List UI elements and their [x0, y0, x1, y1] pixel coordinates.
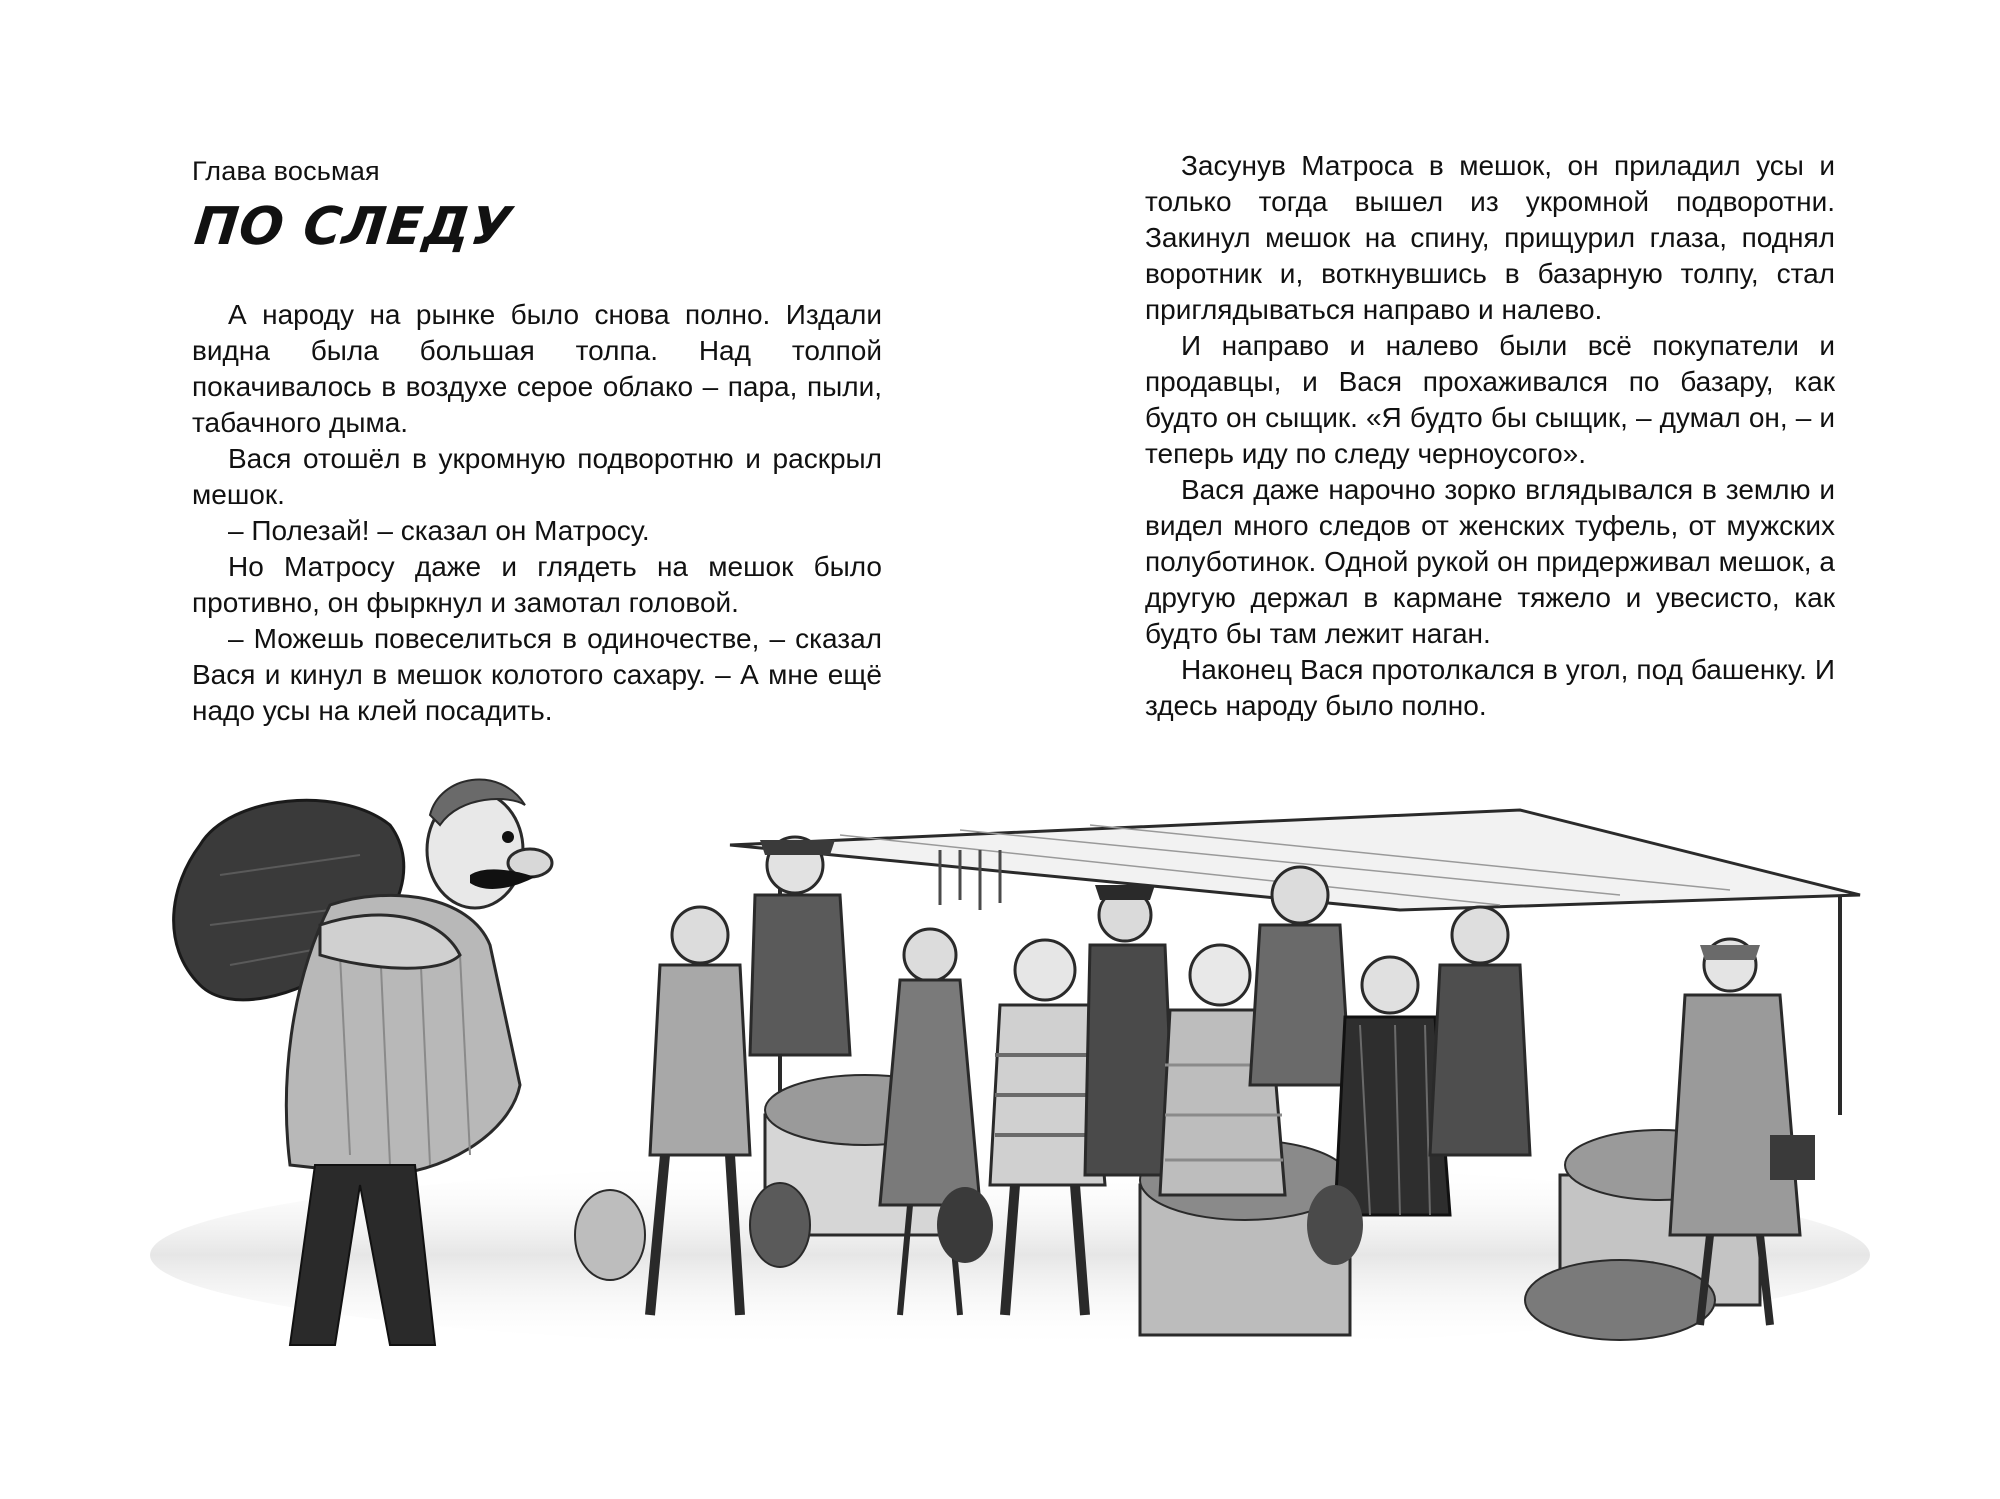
paragraph: Но Матросу даже и глядеть на мешок было противно, он фыркнул и замотал головой.: [192, 551, 882, 618]
left-text-column: [192, 148, 882, 729]
chapter-title: ПО СЛЕДУ: [191, 197, 515, 257]
crowd-person: [1085, 885, 1175, 1175]
crowd-person: [1430, 907, 1530, 1155]
crowd-person: [750, 837, 850, 1055]
paragraph: – Полезай! – сказал он Матросу.: [228, 515, 650, 546]
paragraph: – Можешь повеселиться в одиночестве, – сказал Вася и кинул в мешок колотого сахару. – А мне ещё надо усы на клей посадить.: [192, 623, 882, 726]
paragraph: Вася даже нарочно зорко вглядывался в землю и видел много следов от женских туфель, от мужских полуботинок. Одной рукой он придерживал мешок, а другую держал в кармане тяжело и увесисто, как будто бы там лежит наган.: [1145, 474, 1835, 649]
paragraph: И направо и налево были всё покупатели и продавцы, и Вася прохаживался по базару, как будто он сыщик. «Я будто бы сыщик, – думал он, – и теперь иду по следу черноусого».: [1145, 330, 1835, 469]
chapter-label: Глава восьмая: [192, 156, 380, 186]
market-illustration: [140, 755, 1880, 1365]
paragraph: Вася отошёл в укромную подворотню и раскрыл мешок.: [192, 443, 882, 510]
paragraph: А народу на рынке было снова полно. Издали видна была большая толпа. Над толпой покачивалось в воздухе серое облако – пара, пыли, табачного дыма.: [192, 299, 882, 438]
paragraph: Засунув Матроса в мешок, он приладил усы и только тогда вышел из укромной подворотни. Закинул мешок на спину, прищурил глаза, поднял воротник и, воткнувшись в базарную толпу, стал приглядываться направо и налево.: [1145, 150, 1835, 325]
paragraph: Наконец Вася протолкался в угол, под башенку. И здесь народу было полно.: [1145, 654, 1835, 721]
right-text-column: [1145, 148, 1835, 724]
